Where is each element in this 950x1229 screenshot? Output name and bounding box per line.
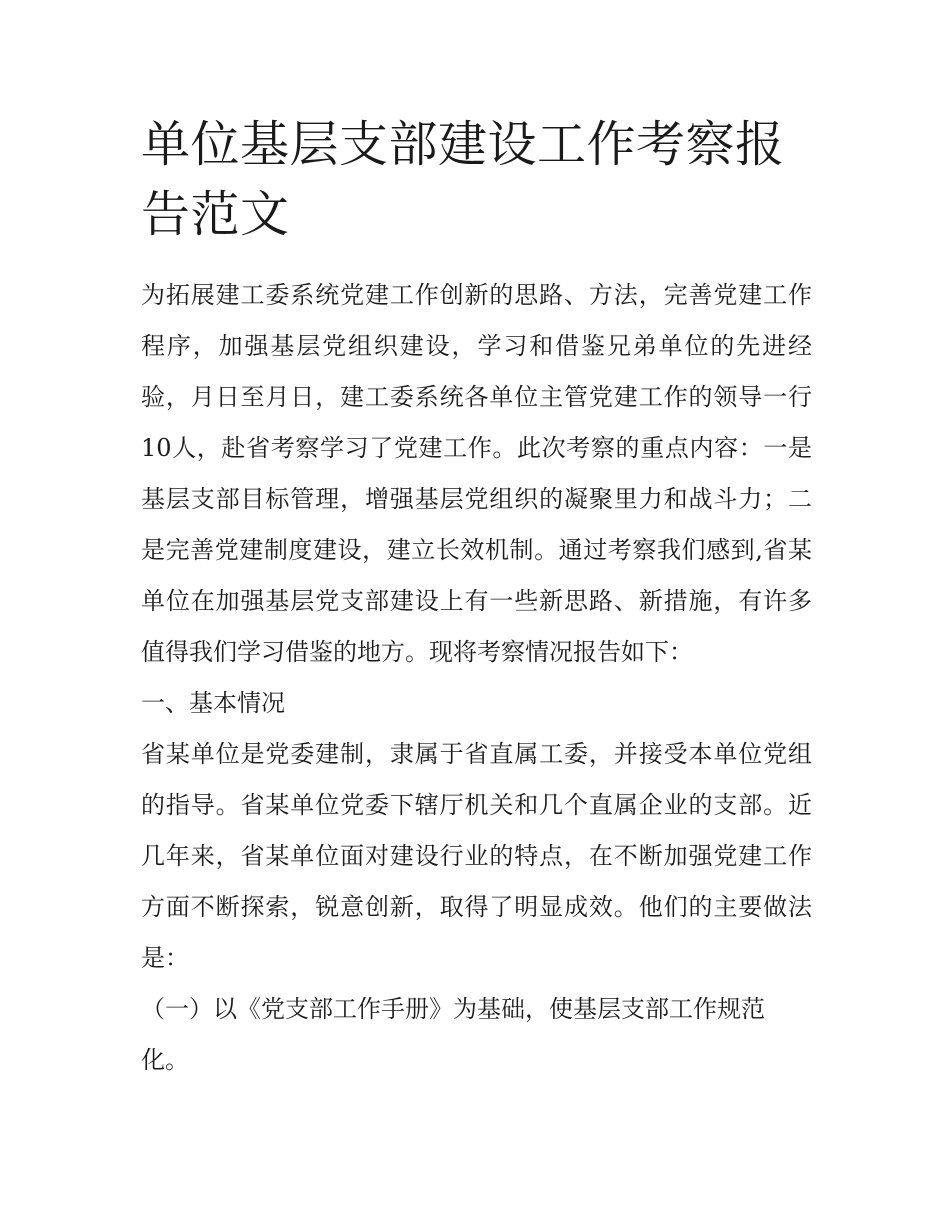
basic-situation-paragraph: 省某单位是党委建制，隶属于省直属工委，并接受本单位党组的指导。省某单位党委下辖厅机关和几个直属企业的支部。近几年来，省某单位面对建设行业的特点，在不断加强党建工作方面不断探索，锐意创新，取得了明显成效。他们的主要做法是： xyxy=(141,740,812,972)
intro-paragraph: 为拓展建工委系统党建工作创新的思路、方法，完善党建工作程序，加强基层党组织建设，学习和借鉴兄弟单位的先进经验，月日至月日，建工委系统各单位主管党建工作的领导一行10人，赴省考察学习了党建工作。此次考察的重点内容：一是基层支部目标管理，增强基层党组织的凝聚里力和战斗力；二是完善党建制度建设，建立长效机制。通过考察我们感到,省某单位在加强基层党支部建设上有一些新思路、新措施，有许多值得我们学习借鉴的地方。现将考察情况报告如下： xyxy=(141,281,812,666)
document-title: 单位基层支部建设工作考察报告范文 xyxy=(141,116,785,243)
subsection-heading-handbook: （一）以《党支部工作手册》为基础，使基层支部工作规范化。 xyxy=(141,995,765,1074)
section-heading-basic-situation: 一、基本情况 xyxy=(141,689,285,717)
